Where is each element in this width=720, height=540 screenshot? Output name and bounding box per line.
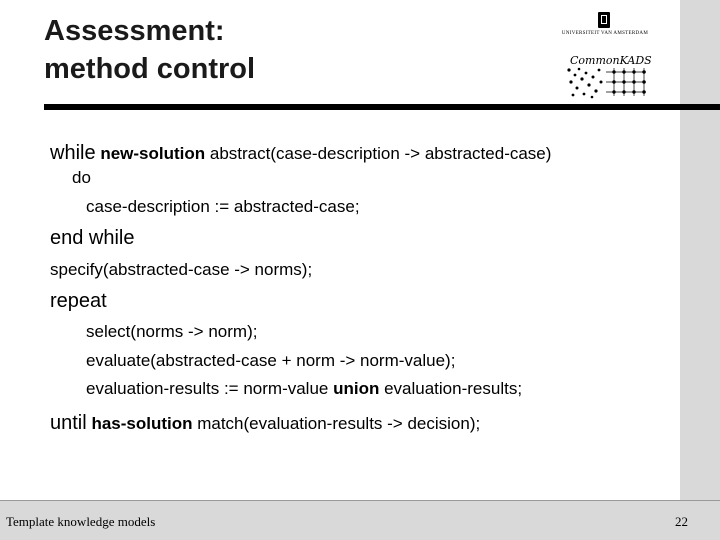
commonkads-wordmark: CommonKADS xyxy=(570,54,652,67)
assign-statement: case-description := abstracted-case; xyxy=(86,197,360,216)
university-name: UNIVERSITEIT VAN AMSTERDAM xyxy=(561,31,649,36)
code-line-select xyxy=(86,321,257,343)
title-line-1: Assessment: xyxy=(44,15,225,47)
keyword-end-while: end while xyxy=(50,227,135,249)
results-assign: evaluation-results := norm-value xyxy=(86,379,334,398)
keyword-until: until xyxy=(50,412,87,434)
commonkads-logo xyxy=(566,54,650,100)
code-line-repeat xyxy=(50,290,107,313)
footer-divider xyxy=(0,500,720,501)
code-line-while xyxy=(50,142,551,165)
crest-mark-icon xyxy=(601,15,607,24)
function-has-solution: has-solution xyxy=(91,414,193,433)
keyword-union: union xyxy=(333,379,380,398)
university-logo xyxy=(560,12,650,42)
code-line-specify xyxy=(50,259,312,281)
slide-title xyxy=(44,12,255,88)
right-shade-band xyxy=(680,0,720,540)
select-statement: select(norms -> norm); xyxy=(86,322,258,341)
keyword-do: do xyxy=(72,168,91,187)
code-line-assign xyxy=(86,196,360,218)
title-rule xyxy=(44,104,720,110)
until-expression: match(evaluation-results -> decision); xyxy=(192,414,481,433)
keyword-while: while xyxy=(50,142,96,164)
page-number: 22 xyxy=(675,514,688,529)
code-line-until xyxy=(50,412,480,435)
network-dots-icon xyxy=(566,66,650,100)
while-expression: abstract(case-description -> abstracted-case) xyxy=(205,144,552,163)
specify-statement: specify(abstracted-case -> norms); xyxy=(50,260,313,279)
evaluate-statement: evaluate(abstracted-case + norm -> norm-value); xyxy=(86,351,456,370)
code-line-results xyxy=(86,378,522,400)
code-line-do xyxy=(72,167,91,189)
keyword-repeat: repeat xyxy=(50,290,107,312)
function-new-solution: new-solution xyxy=(100,144,206,163)
footer-label: Template knowledge models xyxy=(6,514,156,529)
code-line-end-while xyxy=(50,227,135,250)
results-tail: evaluation-results; xyxy=(379,379,523,398)
code-line-evaluate xyxy=(86,350,455,372)
title-line-2: method control xyxy=(44,53,256,85)
